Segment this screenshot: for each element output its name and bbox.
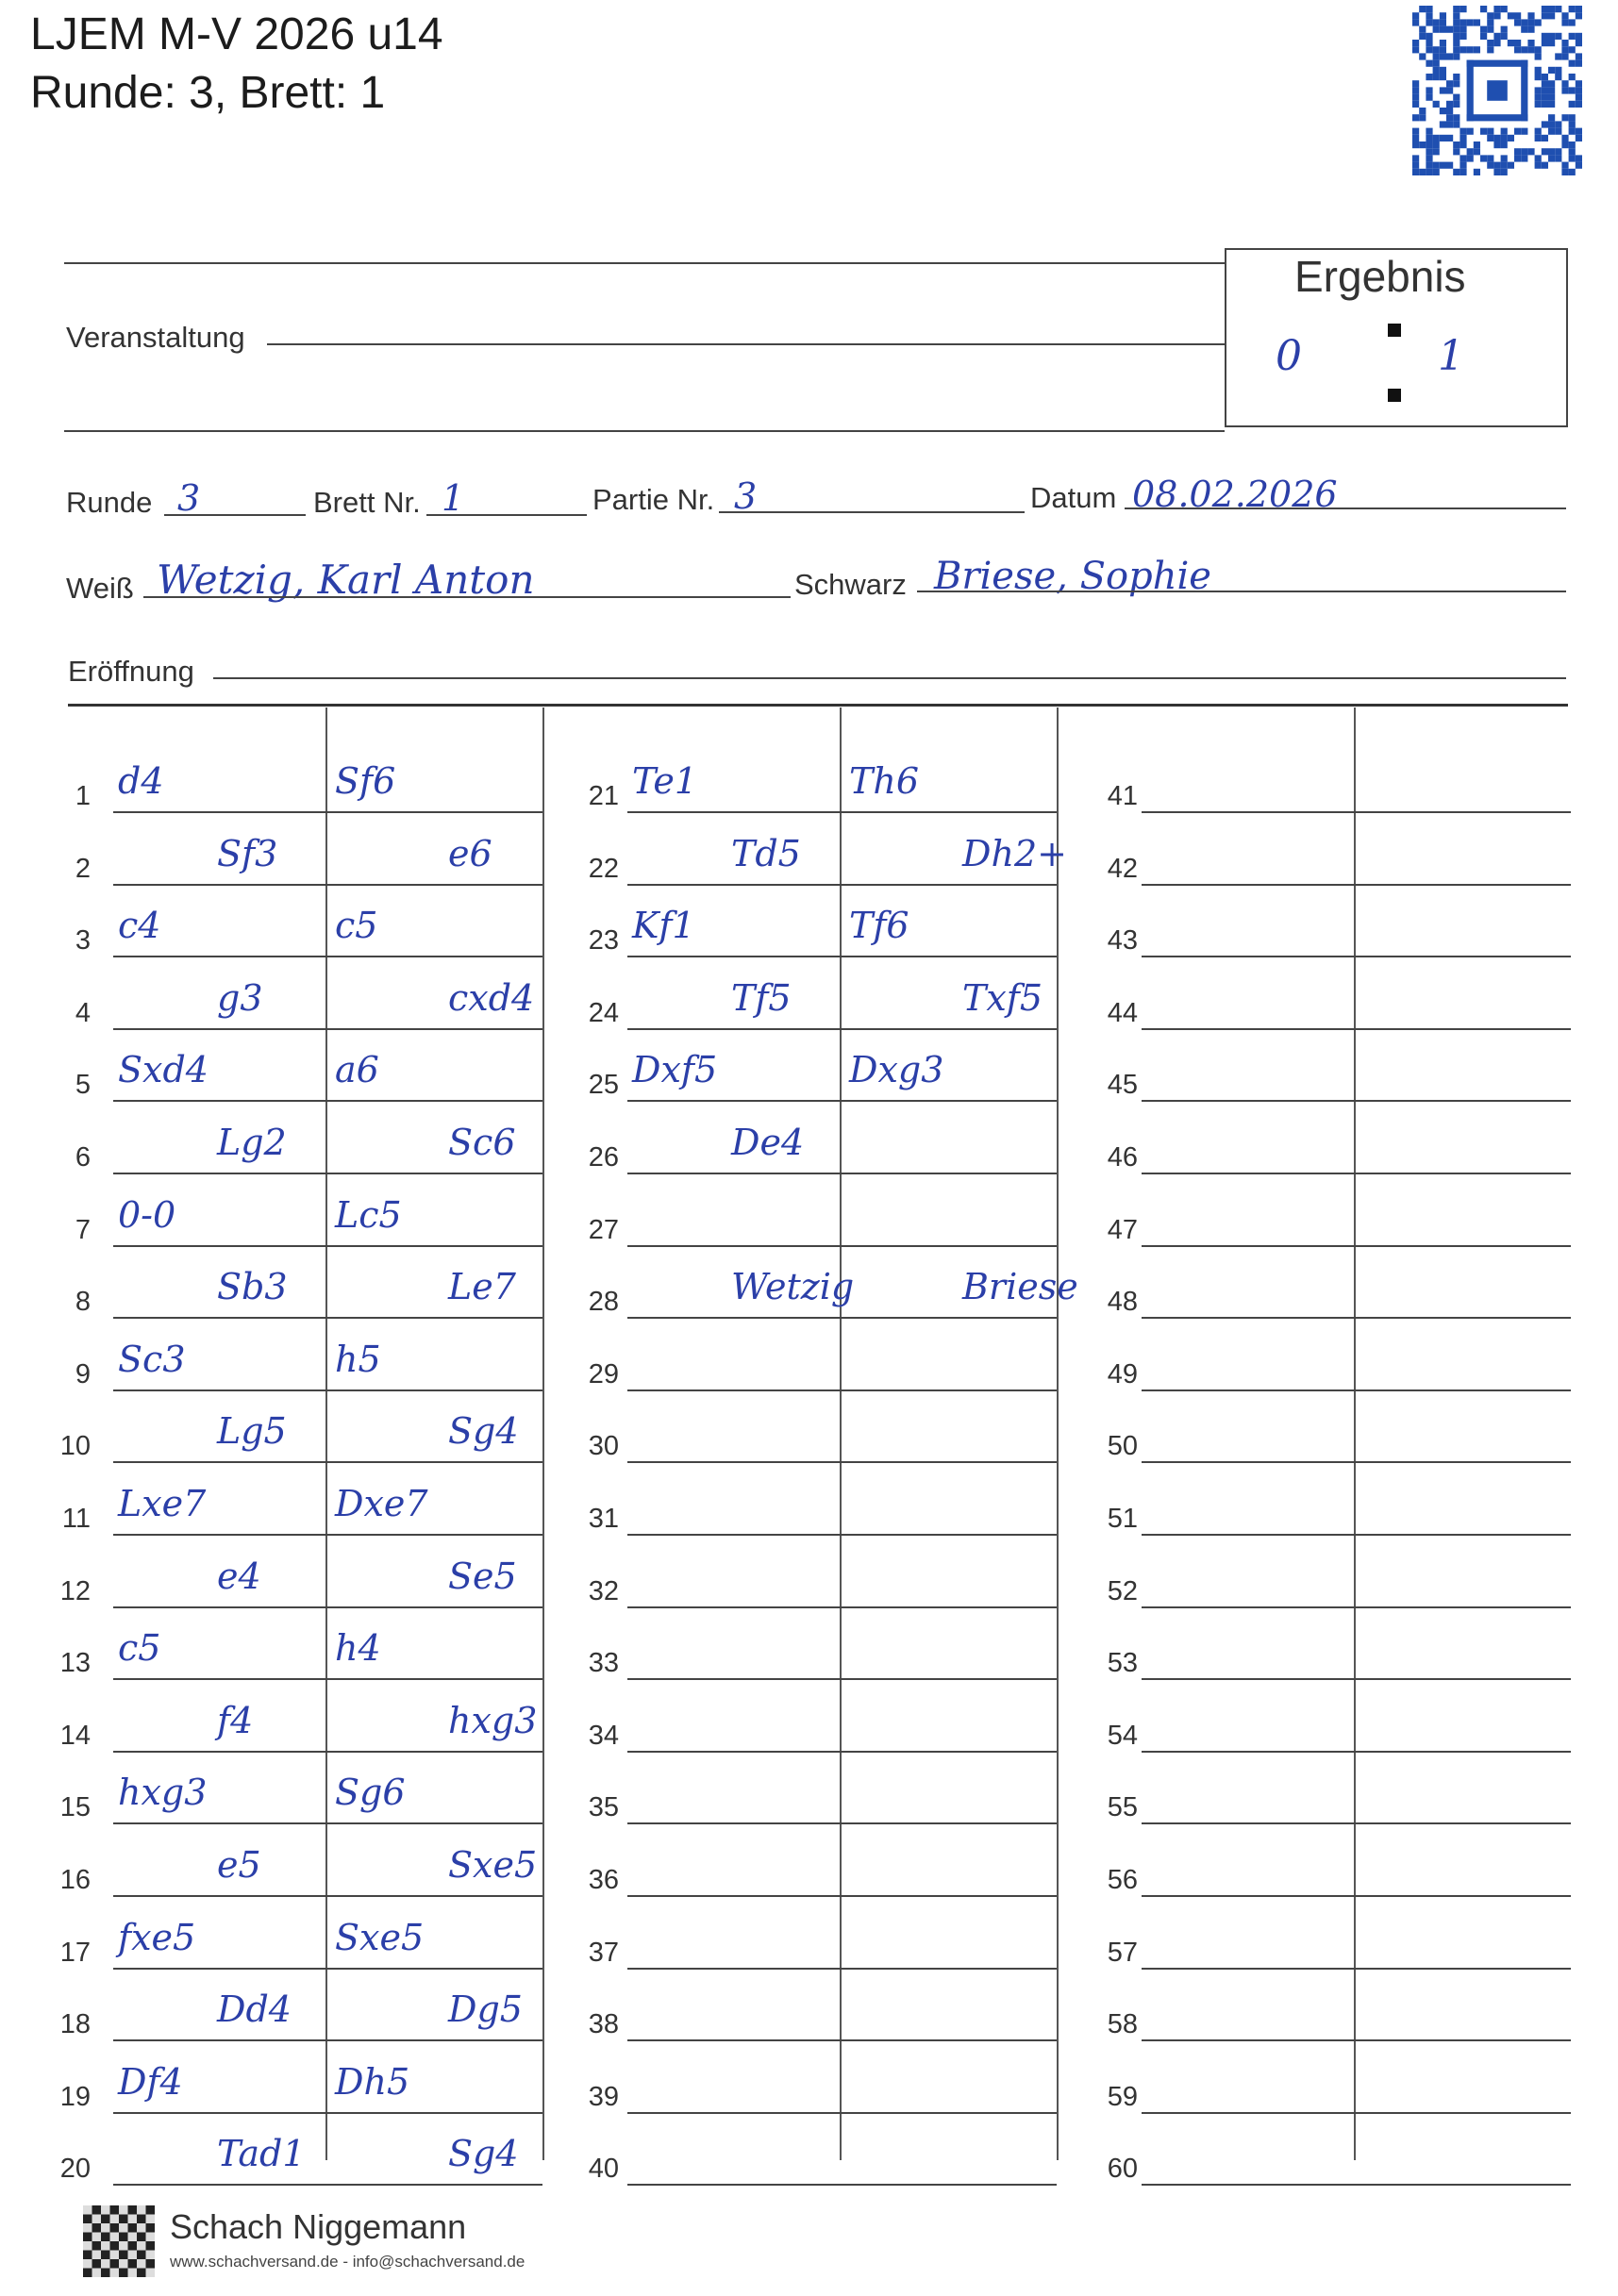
white-move: Sf3 [217,832,278,874]
move-number: 28 [588,1287,619,1318]
move-line [1142,884,1571,886]
move-line [113,1751,542,1753]
move-number: 29 [588,1358,619,1389]
veranstaltung-line [267,343,1225,345]
datum-label: Datum [1030,481,1117,514]
move-number: 8 [75,1287,91,1318]
brett-label: Brett Nr. [313,486,421,519]
white-move: Sb3 [217,1266,288,1308]
move-number: 24 [588,997,619,1028]
move-line [627,1895,1057,1897]
move-line [1142,1751,1571,1753]
black-move: Dxg3 [849,1049,944,1091]
move-line [1142,956,1571,957]
move-line [627,1534,1057,1536]
move-line [627,1678,1057,1680]
move-line [1142,811,1571,813]
move-number: 60 [1107,2154,1138,2185]
move-number: 34 [588,1720,619,1751]
white-move: f4 [217,1699,254,1741]
black-move: Dg5 [448,1988,523,2031]
move-number: 18 [59,2009,91,2040]
black-move: Sf6 [335,760,396,802]
result-white: 0 [1276,332,1302,380]
white-move: Lxe7 [118,1483,207,1524]
move-line [1142,2184,1571,2186]
move-number: 23 [588,925,619,957]
move-number: 19 [59,2081,91,2112]
move-number: 20 [59,2154,91,2185]
move-line [627,956,1057,957]
move-line [113,2184,542,2186]
white-move: Kf1 [632,905,695,947]
table-top-rule [68,704,1568,707]
move-number: 4 [75,997,91,1028]
move-number: 15 [59,1792,91,1823]
white-move: g3 [217,976,263,1019]
move-number: 51 [1107,1504,1138,1534]
move-line [627,1317,1057,1319]
white-move: Dd4 [217,1988,292,2031]
move-number: 17 [59,1937,91,1968]
black-move: Le7 [448,1266,516,1308]
move-line [627,1173,1057,1174]
move-line [627,1751,1057,1753]
block-divider [542,707,544,2160]
move-number: 2 [75,853,91,884]
move-number: 55 [1107,1792,1138,1823]
eroeffnung-line [213,677,1566,679]
partie-line [719,511,1025,513]
footer-brand: Schach Niggemann [170,2207,467,2246]
move-line [1142,1895,1571,1897]
white-move: e4 [217,1555,261,1597]
move-number: 53 [1107,1648,1138,1679]
move-number: 39 [588,2081,619,2112]
weiss-value: Wetzig, Karl Anton [157,557,535,603]
move-line [627,884,1057,886]
white-move: c4 [118,905,161,947]
move-number: 46 [1107,1142,1138,1173]
white-move: Tf5 [731,976,792,1019]
result-separator [1388,324,1401,337]
move-number: 35 [588,1792,619,1823]
move-line [1142,1173,1571,1174]
move-line [1142,2039,1571,2041]
black-move: Sc6 [448,1122,516,1163]
move-number: 10 [59,1431,91,1462]
move-number: 30 [588,1431,619,1462]
move-number: 45 [1107,1070,1138,1101]
black-move: hxg3 [448,1699,538,1741]
move-line [1142,1317,1571,1319]
white-move: d4 [118,760,164,802]
column-divider [1354,707,1356,2160]
ergebnis-label: Ergebnis [1294,252,1466,301]
chess-board-icon [83,2205,155,2277]
move-number: 14 [59,1720,91,1751]
black-move: h5 [335,1338,381,1380]
move-line [113,1822,542,1824]
black-move: Dh2+ [962,832,1067,874]
move-number: 3 [75,925,91,957]
move-line [113,1389,542,1391]
move-line [627,2112,1057,2114]
move-line [1142,1245,1571,1247]
move-number: 50 [1107,1431,1138,1462]
move-line [627,2184,1057,2186]
move-number: 7 [75,1214,91,1245]
result-black: 1 [1438,332,1464,380]
white-move: c5 [118,1627,161,1670]
move-line [113,1968,542,1970]
move-line [113,2039,542,2041]
move-number: 49 [1107,1358,1138,1389]
move-line [1142,1678,1571,1680]
white-move: Df4 [118,2060,183,2103]
result-separator-lower [1388,389,1401,402]
block-divider [1057,707,1059,2160]
black-move: Sg4 [448,2133,519,2175]
partie-label: Partie Nr. [592,483,715,516]
move-number: 5 [75,1070,91,1101]
white-move: fxe5 [118,1916,196,1958]
event-title: LJEM M-V 2026 u14 [30,9,443,59]
move-number: 57 [1107,1937,1138,1968]
white-move: Tad1 [217,2133,306,2175]
move-number: 22 [588,853,619,884]
weiss-label: Weiß [66,572,134,605]
move-line [1142,1968,1571,1970]
brett-value: 1 [442,477,465,519]
move-number: 1 [75,781,91,811]
partie-value: 3 [734,475,758,517]
black-move: Dxe7 [335,1483,428,1524]
move-line [113,1245,542,1247]
white-move: 0-0 [118,1193,176,1236]
datum-line [1125,507,1566,509]
move-line [113,1317,542,1319]
black-move: Dh5 [335,2060,410,2103]
move-number: 58 [1107,2009,1138,2040]
white-move: Wetzig [731,1266,855,1308]
white-move: Td5 [731,832,801,874]
black-move: Briese [962,1266,1078,1308]
move-line [113,1461,542,1463]
eroeffnung-label: Eröffnung [68,655,194,688]
black-move: e6 [448,832,492,874]
move-line [627,1028,1057,1030]
move-number: 38 [588,2009,619,2040]
move-number: 36 [588,1865,619,1895]
move-line [627,1245,1057,1247]
round-board-subtitle: Runde: 3, Brett: 1 [30,68,386,118]
form-top-rule [64,262,1225,264]
move-line [627,2039,1057,2041]
schwarz-label: Schwarz [794,568,907,601]
move-number: 52 [1107,1575,1138,1606]
weiss-line [143,596,791,598]
move-number: 33 [588,1648,619,1679]
move-number: 25 [588,1070,619,1101]
move-line [113,1678,542,1680]
qr-code-icon [1412,6,1582,175]
schwarz-line [917,591,1566,592]
move-line [627,1389,1057,1391]
runde-value: 3 [177,477,201,519]
white-move: Te1 [632,760,698,802]
move-line [113,1173,542,1174]
black-move: Sxe5 [335,1916,425,1958]
move-line [1142,1822,1571,1824]
move-line [1142,1100,1571,1102]
black-move: h4 [335,1627,381,1670]
column-divider [840,707,842,2160]
black-move: Tf6 [849,905,909,947]
column-divider [325,707,327,2160]
move-number: 12 [59,1575,91,1606]
move-number: 31 [588,1504,619,1534]
black-move: Sxe5 [448,1844,538,1886]
move-line [1142,1606,1571,1608]
move-line [113,811,542,813]
move-line [627,1822,1057,1824]
move-number: 48 [1107,1287,1138,1318]
move-number: 41 [1107,781,1138,811]
move-number: 59 [1107,2081,1138,2112]
black-move: Se5 [448,1555,517,1597]
move-line [113,1895,542,1897]
move-number: 37 [588,1937,619,1968]
white-move: Sxd4 [118,1049,209,1091]
move-line [113,1606,542,1608]
veranstaltung-bottom-rule [64,430,1225,432]
move-line [113,2112,542,2114]
move-line [1142,1028,1571,1030]
runde-line [164,514,306,516]
black-move: Sg6 [335,1772,406,1814]
move-line [627,1461,1057,1463]
white-move: Lg2 [217,1122,287,1163]
move-line [113,1028,542,1030]
move-line [627,1606,1057,1608]
black-move: a6 [335,1049,379,1091]
brett-line [426,514,587,516]
move-line [1142,1389,1571,1391]
white-move: e5 [217,1844,261,1886]
move-number: 44 [1107,997,1138,1028]
move-line [627,811,1057,813]
white-move: Dxf5 [632,1049,718,1091]
move-line [113,1100,542,1102]
move-number: 11 [61,1504,91,1534]
white-move: hxg3 [118,1772,208,1814]
move-number: 6 [75,1142,91,1173]
move-line [627,1968,1057,1970]
veranstaltung-label: Veranstaltung [66,321,245,354]
move-number: 56 [1107,1865,1138,1895]
move-line [113,1534,542,1536]
move-number: 27 [588,1214,619,1245]
move-number: 40 [588,2154,619,2185]
black-move: c5 [335,905,378,947]
white-move: Sc3 [118,1338,186,1380]
move-line [1142,2112,1571,2114]
move-line [627,1100,1057,1102]
footer-contact: www.schachversand.de - info@schachversand.de [170,2253,525,2271]
white-move: De4 [731,1122,805,1163]
move-number: 9 [75,1358,91,1389]
white-move: Lg5 [217,1410,287,1453]
black-move: Lc5 [335,1193,402,1236]
runde-label: Runde [66,486,153,519]
move-number: 26 [588,1142,619,1173]
black-move: cxd4 [448,976,535,1019]
move-number: 32 [588,1575,619,1606]
move-line [113,956,542,957]
move-number: 16 [59,1865,91,1895]
move-number: 42 [1107,853,1138,884]
datum-value: 08.02.2026 [1132,474,1338,515]
move-line [113,884,542,886]
black-move: Sg4 [448,1410,519,1453]
move-line [1142,1534,1571,1536]
move-number: 43 [1107,925,1138,957]
black-move: Th6 [849,760,919,802]
move-number: 13 [59,1648,91,1679]
schwarz-value: Briese, Sophie [934,555,1211,598]
black-move: Txf5 [962,976,1043,1019]
move-line [1142,1461,1571,1463]
move-number: 47 [1107,1214,1138,1245]
move-number: 21 [588,781,619,811]
move-number: 54 [1107,1720,1138,1751]
